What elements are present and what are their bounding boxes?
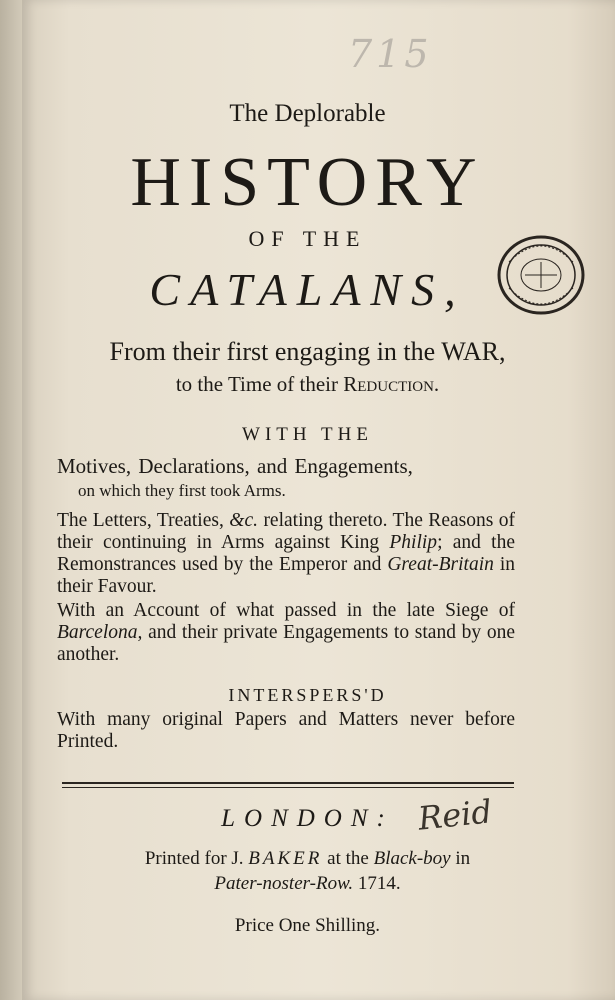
letters-text-1: The Letters, Treaties, xyxy=(57,510,230,531)
letters-philip: Philip xyxy=(389,532,438,553)
account-barcelona: Barcelona, xyxy=(57,622,143,643)
subtitle-line-2-text: to the Time of their xyxy=(175,372,344,396)
divider-rule xyxy=(62,782,514,784)
imprint-printed-for xyxy=(0,848,615,870)
account-paragraph xyxy=(57,600,515,666)
imprint-pater-noster-row: Pater-noster-Row. xyxy=(214,873,354,894)
subtitle-line-1: From their first engaging in the WAR, xyxy=(109,337,506,366)
letters-text-4: in their Favour. xyxy=(57,554,516,597)
imprint-in: in xyxy=(450,848,471,869)
imprint-black-boy: Black-boy xyxy=(373,848,451,869)
imprint-price: Price One Shilling. xyxy=(234,915,381,936)
title-catalans: CATALANS, xyxy=(149,264,466,315)
imprint-at-the: at the xyxy=(322,848,374,869)
title-history: HISTORY xyxy=(130,144,485,221)
imprint-address xyxy=(0,873,615,895)
imprint-printed-text: Printed for J. xyxy=(144,848,249,869)
title-of-the: OF THE xyxy=(248,226,367,251)
motives-line-2: on which they first took Arms. xyxy=(78,481,286,500)
imprint-year: 1714. xyxy=(353,873,401,894)
with-the-heading: WITH THE xyxy=(242,424,373,445)
letters-text-2: relating thereto. The Reasons of their continuing in Arms against King xyxy=(57,510,515,553)
letters-text-3: ; and the Remonstrances used by the Emperor and xyxy=(57,532,515,575)
letters-paragraph xyxy=(57,510,515,598)
account-text-1: With an Account of what passed in the late Siege of xyxy=(57,600,515,621)
subtitle-line-2 xyxy=(0,372,615,397)
letters-etc: &c. xyxy=(229,510,258,531)
letters-great-britain: Great-Britain xyxy=(387,554,494,575)
subtitle-reduction: Reduction. xyxy=(343,372,440,396)
imprint-london: LONDON: xyxy=(221,805,394,832)
owner-signature: Reid xyxy=(416,792,494,838)
account-text-2: and their private Engagements to stand by one another. xyxy=(57,622,515,665)
motives-line-1: Motives, Declarations, and Engagements, xyxy=(57,454,413,478)
divider-rule-thin xyxy=(62,787,514,788)
manuscript-note: 715 xyxy=(348,32,433,76)
title-line-1: The Deplorable xyxy=(229,100,386,127)
many-papers-paragraph: With many original Papers and Matters never before Printed. xyxy=(57,709,515,752)
imprint-baker: BAKER xyxy=(248,848,323,869)
library-stamp-icon xyxy=(495,232,587,318)
interspersed-heading: INTERSPERS'D xyxy=(228,685,387,705)
